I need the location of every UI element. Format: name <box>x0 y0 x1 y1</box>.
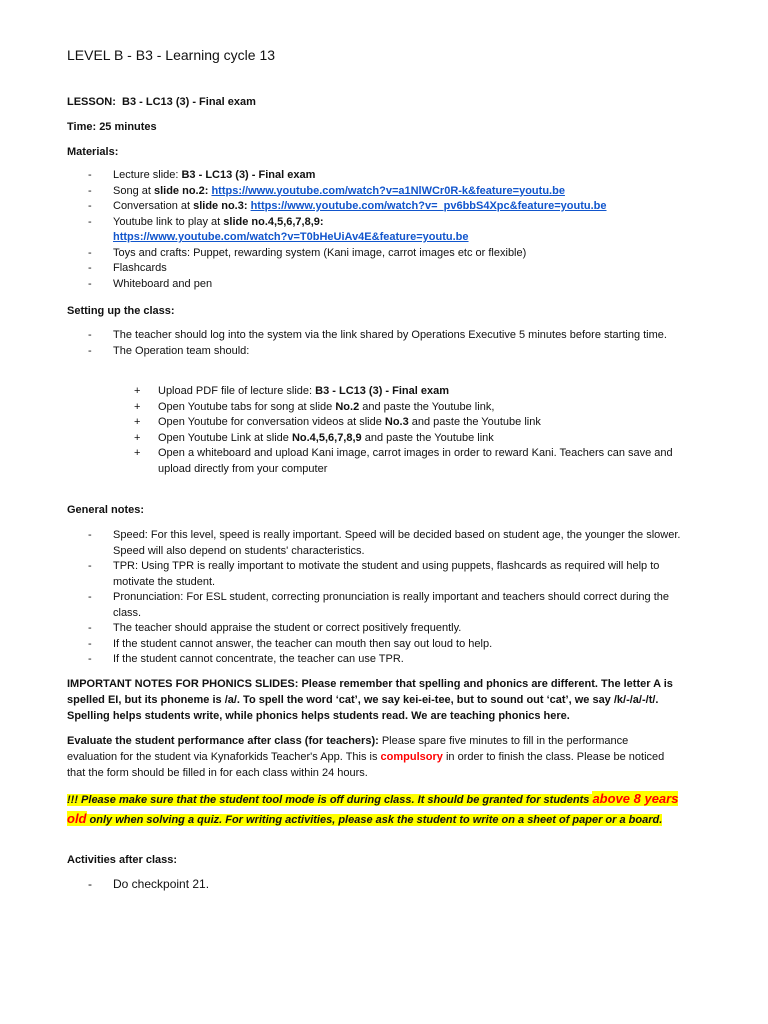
lesson-label: LESSON: <box>67 96 116 108</box>
list-item: - Whiteboard and pen <box>88 277 213 290</box>
sub-list-item: + Open Youtube for conversation videos at slide No.3 and paste the Youtube link <box>134 416 541 428</box>
evaluate-note: Evaluate the student performance after class (for teachers): Please spare five minutes to fill in the performance evaluation for the student via Kynaforkids Teacher's App. This is compulsory in order to finish the class. Please be noticed that the form should be filled in for each class within 24 hours. <box>67 735 665 779</box>
lesson-value: B3 - LC13 (3) - Final exam <box>122 96 256 108</box>
list-item: - Song at slide no.2: https://www.youtube.com/watch?v=a1NlWCr0R-k&feature=youtu.be <box>88 184 565 197</box>
after-class-heading: Activities after class: <box>67 854 178 866</box>
list-item: - The teacher should appraise the student or correct positively frequently. <box>88 622 462 634</box>
list-item: - Toys and crafts: Puppet, rewarding system (Kani image, carrot images etc or flexible) <box>88 246 527 259</box>
after-class-list <box>88 876 688 893</box>
sub-list-item: + Open a whiteboard and upload Kani image, carrot images in order to reward Kani. Teachers can save and upload directly from your computer <box>134 447 673 475</box>
sub-list-item: + Open Youtube tabs for song at slide No.2 and paste the Youtube link, <box>134 400 495 413</box>
list-item: - The teacher should log into the system via the link shared by Operations Executive 5 minutes before starting time. <box>88 329 667 341</box>
setup-heading: Setting up the class: <box>67 305 175 317</box>
list-item: - TPR: Using TPR is really important to motivate the student and using puppets, flashcards as required will help to motivate the student. <box>88 560 660 588</box>
list-item: - Lecture slide: B3 - LC13 (3) - Final exam <box>88 169 316 181</box>
materials-list <box>88 168 688 292</box>
list-item: - If the student cannot answer, the teacher can mouth then say out loud to help. <box>88 637 493 650</box>
sub-list-item: + Open Youtube Link at slide No.4,5,6,7,8,9 and paste the Youtube link <box>134 431 494 444</box>
list-item: - The Operation team should: <box>88 344 250 357</box>
operation-sublist <box>134 384 674 477</box>
list-item: - If the student cannot concentrate, the teacher can use TPR. <box>88 653 404 665</box>
general-notes-heading: General notes: <box>67 504 145 516</box>
list-item: - Flashcards <box>88 262 167 274</box>
list-item: - Youtube link to play at slide no.4,5,6,7,8,9: https://www.youtube.com/watch?v=T0bHeUiAv4E&feature=youtu.be <box>88 215 469 243</box>
conversation-link[interactable]: https://www.youtube.com/watch?v=_pv6bbS4Xpc&feature=youtu.be <box>250 200 607 212</box>
time-line: Time: 25 minutes <box>67 121 157 133</box>
list-item: - Pronunciation: For ESL student, correcting pronunciation is really important and teachers should correct during the class. <box>88 591 670 619</box>
sub-list-item: + Upload PDF file of lecture slide: B3 - LC13 (3) - Final exam <box>134 385 450 397</box>
phonics-note: IMPORTANT NOTES FOR PHONICS SLIDES: Please remember that spelling and phonics are different. The letter A is spelled EI, but its phoneme is /a/. To spell the word ‘cat’, we say kei-ei-tee, but to sound out ‘cat’, we say /k/-/a/-/t/. Spelling helps students write, while phonics helps students read. We are teaching phonics here. <box>67 678 673 722</box>
materials-heading: Materials: <box>67 146 119 158</box>
list-item: - Speed: For this level, speed is really important. Speed will be decided based on student age, the younger the slower. Speed will also depend on students' characteristics. <box>88 529 681 557</box>
list-item: - Do checkpoint 21. <box>88 877 210 891</box>
document-title: LEVEL B - B3 - Learning cycle 13 <box>67 47 276 63</box>
lesson-line <box>67 94 687 110</box>
general-notes-list <box>88 528 688 668</box>
song-link[interactable]: https://www.youtube.com/watch?v=a1NlWCr0R-k&feature=youtu.be <box>211 184 565 197</box>
slides-4-9-link[interactable]: https://www.youtube.com/watch?v=T0bHeUiAv4E&feature=youtu.be <box>113 231 469 243</box>
list-item: - Conversation at slide no.3: https://www.youtube.com/watch?v=_pv6bbS4Xpc&feature=youtu.be <box>88 200 607 212</box>
setup-list <box>88 328 688 359</box>
student-tool-warning: !!! Please make sure that the student tool mode is off during class. It should be granted for students above 8 years old only when solving a quiz. For writing activities, please ask the student to write on a sheet of paper or a board. <box>67 791 679 826</box>
